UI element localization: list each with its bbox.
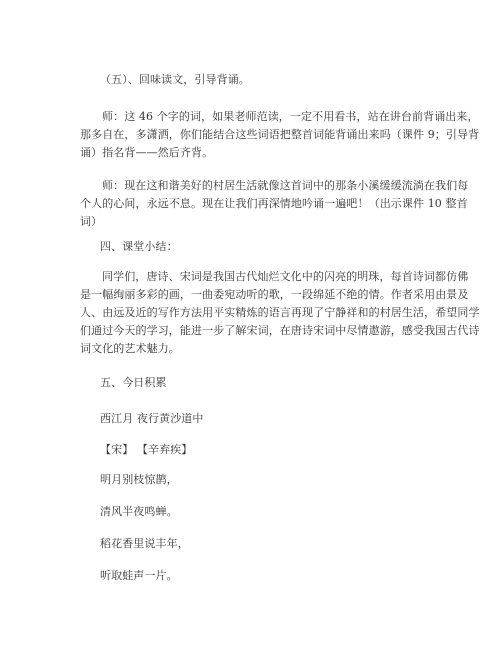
paragraph-line: 同学们，唐诗、宋词是我国古代灿烂文化中的闪亮的明珠，每首诗词都仿佛: [102, 270, 469, 283]
section-heading-recite: （五）、回味读文，引导背诵。: [100, 73, 250, 86]
paragraph-line: 们通过今天的学习，能进一步了解宋词，在唐诗宋词中尽情遨游，感受我国古代诗: [80, 324, 480, 337]
paragraph-line: 师：现在这和谐美好的村居生活就像这首词中的那条小溪缓缓流淌在我们每: [102, 179, 469, 192]
paragraph-line: 那多自在，多潇洒，你们能结合这些词语把整首词能背诵出来吗（课件 9；引导背: [80, 128, 480, 141]
poem-line: 清风半夜鸣蝉。: [100, 505, 178, 518]
paragraph-line: 人、由远及近的写作方法用平实精炼的语言再现了宁静祥和的村居生活，希望同学: [80, 306, 480, 319]
poem-line: 明月别枝惊鹊，: [100, 473, 178, 486]
paragraph-line: 词文化的艺术魅力。: [80, 342, 180, 355]
paragraph-line: 词）: [80, 215, 103, 228]
section-heading-accumulate: 五、今日积累: [100, 376, 167, 389]
poem-line: 听取蛙声一片。: [100, 569, 178, 582]
paragraph-line: 师：这 46 个字的词，如果老师范读，一定不用看书，站在讲台前背诵出来，: [102, 110, 479, 123]
paragraph-line: 诵）指名背——然后齐背。: [80, 146, 214, 159]
poem-line: 稻花香里说丰年，: [100, 537, 189, 550]
paragraph-line: 个人的心间，永远不息。现在让我们再深情地吟诵一遍吧！（出示课件 10 整首: [80, 197, 468, 210]
section-heading-summary: 四、课堂小结：: [100, 240, 178, 253]
poem-title: 西江月 夜行黄沙道中: [100, 412, 204, 425]
poem-dynasty-author: 【宋】 【辛弃疾】: [100, 443, 193, 456]
paragraph-line: 是一幅绚丽多彩的画，一曲委宛动听的歌，一段绵延不绝的情。作者采用由景及: [80, 288, 469, 301]
